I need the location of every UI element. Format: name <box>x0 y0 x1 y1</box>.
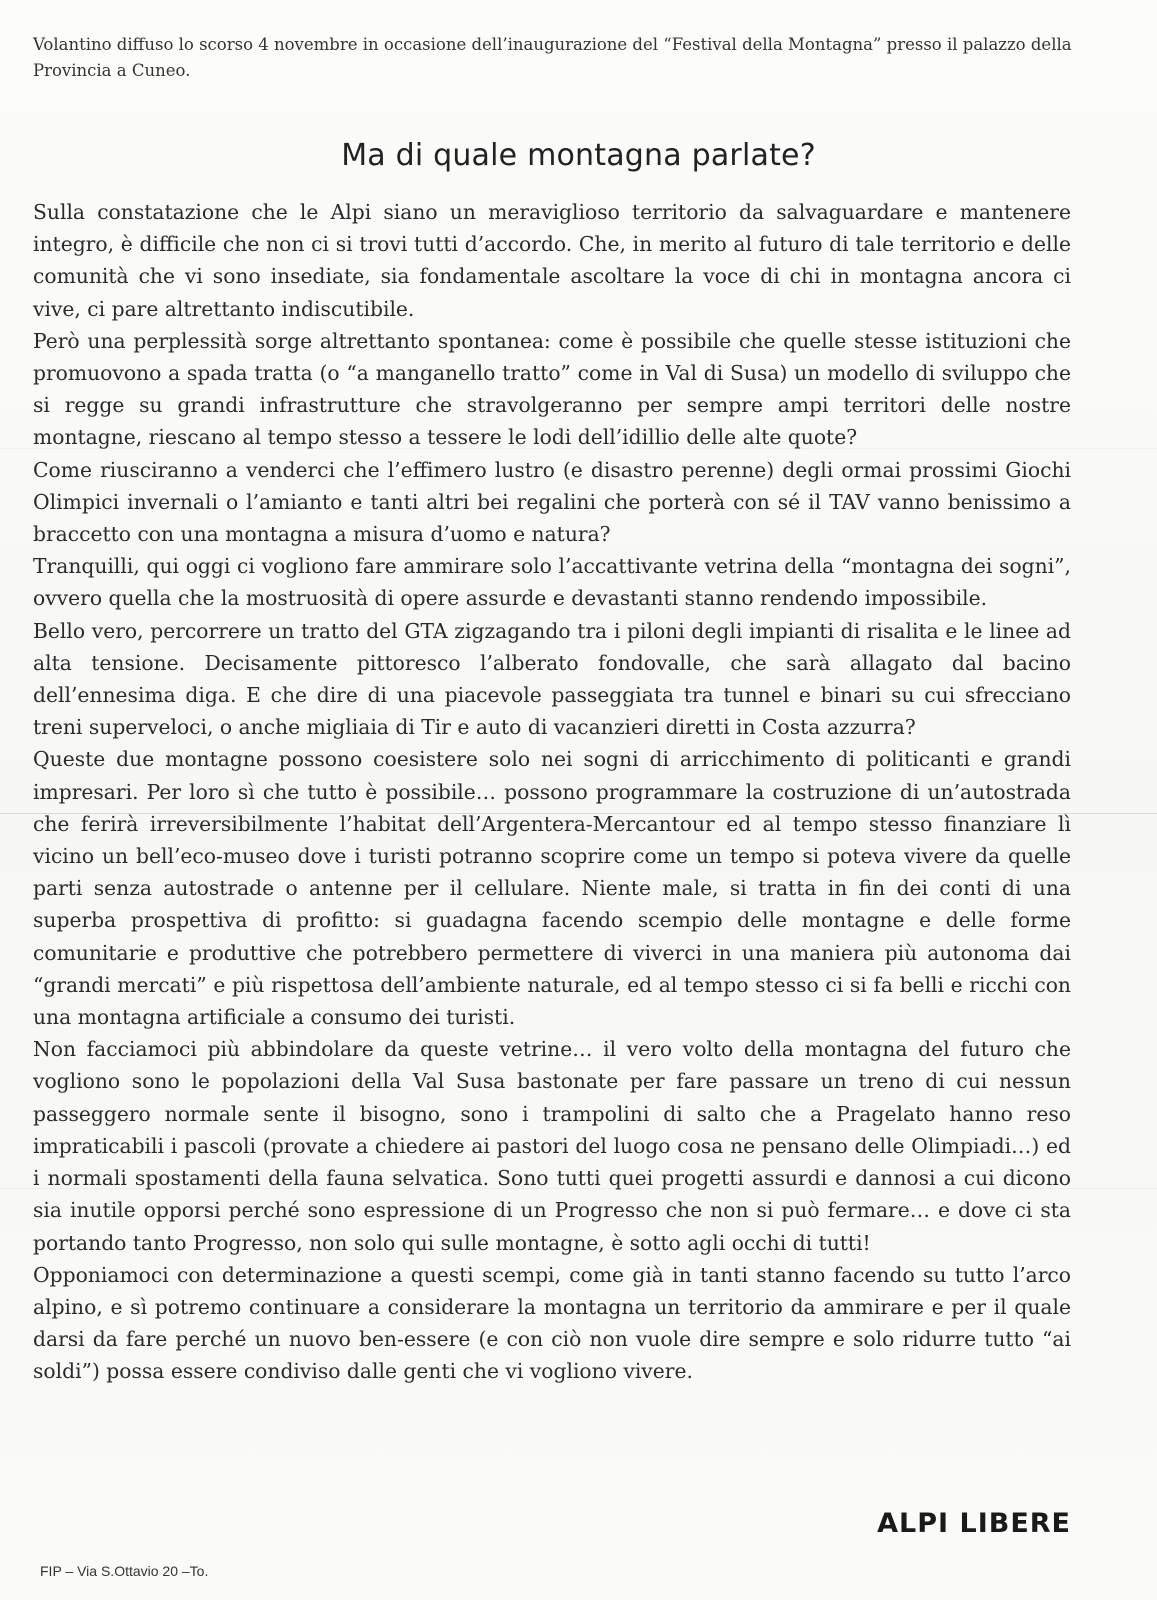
body-paragraph: Bello vero, percorrere un tratto del GTA zigzagando tra i piloni degli impianti di risalita e le linee ad alta tensione. Decisamente pittoresco l’alberato fondovalle, che sarà allagato dal bacino dell’ennesima diga. E che dire di una piacevole passeggiata tra tunnel e binari su cui sfrecciano treni superveloci, o anche migliaia di Tir e auto di vacanzieri diretti in Costa azzurra? <box>33 618 1071 740</box>
body-paragraph: Tranquilli, qui oggi ci vogliono fare ammirare solo l’accattivante vetrina della “montagna dei sogni”, ovvero quella che la mostruosità di opere assurde e devastanti stanno rendendo impossibile. <box>33 554 1071 611</box>
body-paragraph: Opponiamoci con determinazione a questi scempi, come già in tanti stanno facendo su tutto l’arco alpino, e sì potremo continuare a considerare la montagna un territorio da ammirare e per il quale darsi da fare perché un nuovo ben-essere (e con ciò non vuole dire sempre e solo ridurre tutto “ai soldi”) possa essere condiviso dalle genti che vi vogliono vivere. <box>33 1262 1071 1384</box>
signature-logo: ALPI LIBERE <box>877 1508 1071 1539</box>
intro-note: Volantino diffuso lo scorso 4 novembre in occasione dell’inaugurazione del “Festival della Montagna” presso il palazzo della Provincia a Cuneo. <box>33 35 1072 80</box>
body-paragraph: Come riusciranno a venderci che l’effimero lustro (e disastro perenne) degli ormai prossimi Giochi Olimpici invernali o l’amianto e tanti altri bei regalini che porterà con sé il TAV vanno benissimo a braccetto con una montagna a misura d’uomo e natura? <box>33 457 1071 547</box>
flyer-body <box>33 196 1071 1388</box>
body-paragraph: Sulla constatazione che le Alpi siano un meraviglioso territorio da salvaguardare e mantenere integro, è difficile che non ci si trovi tutti d’accordo. Che, in merito al futuro di tale territorio e delle comunità che vi sono insediate, sia fondamentale ascoltare la voce di chi in montagna ancora ci vive, ci pare altrettanto indiscutibile. <box>33 200 1071 321</box>
printer-note: FIP – Via S.Ottavio 20 –To. <box>40 1563 209 1579</box>
body-paragraph: Non facciamoci più abbindolare da queste vetrine… il vero volto della montagna del futuro che vogliono sono le popolazioni della Val Susa bastonate per fare passare un treno di cui nessun passeggero normale sente il bisogno, sono i trampolini di salto che a Pragelato hanno reso impraticabili i pascoli (provate a chiedere ai pastori del luogo cosa ne pensano delle Olimpiadi…) ed i normali spostamenti della fauna selvatica. Sono tutti quei progetti assurdi e dannosi a cui dicono sia inutile opporsi perché sono espressione di un Progresso che non si può fermare… e dove ci sta portando tanto Progresso, non solo qui sulle montagne, è sotto agli occhi di tutti! <box>33 1037 1071 1255</box>
body-paragraph: Queste due montagne possono coesistere solo nei sogni di arricchimento di politicanti e grandi impresari. Per loro sì che tutto è possibile… possono programmare la costruzione di un’autostrada che ferirà irreversibilmente l’habitat dell’Argentera-Mercantour ed al tempo stesso finanziare lì vicino un bell’eco-museo dove i turisti potranno scoprire come un tempo si poteva vivere da quelle parti senza autostrade o antenne per il cellulare. Niente male, si tratta in fin dei conti di una superba prospettiva di profitto: si guadagna facendo scempio delle montagne e delle forme comunitarie e produttive che potrebbero permettere di viverci in una maniera più autonoma dai “grandi mercati” e più rispettosa dell’ambiente naturale, ed al tempo stesso ci si fa belli e ricchi con una montagna artificiale a consumo dei turisti. <box>33 747 1071 1030</box>
flyer-title: Ma di quale montagna parlate? <box>341 138 816 174</box>
body-paragraph: Però una perplessità sorge altrettanto spontanea: come è possibile che quelle stesse istituzioni che promuovono a spada tratta (o “a manganello tratto” come in Val di Susa) un modello di sviluppo che si regge su grandi infrastrutture che stravolgeranno per sempre ampi territori delle nostre montagne, riescano al tempo stesso a tessere le lodi dell’idillio delle alte quote? <box>33 328 1071 450</box>
